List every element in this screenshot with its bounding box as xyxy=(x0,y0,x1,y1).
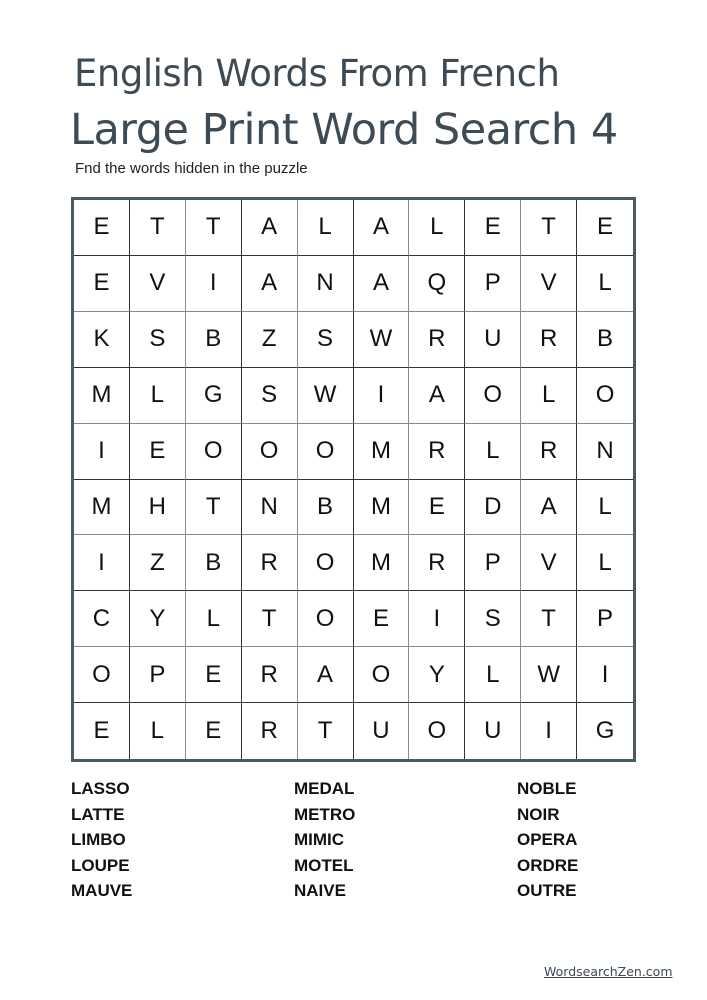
grid-cell[interactable]: L xyxy=(577,480,633,536)
word-list xyxy=(71,776,671,904)
grid-cell[interactable]: T xyxy=(186,480,242,536)
grid-cell[interactable]: D xyxy=(465,480,521,536)
grid-cell[interactable]: W xyxy=(521,647,577,703)
grid-cell[interactable]: L xyxy=(465,647,521,703)
grid-cell[interactable]: T xyxy=(521,200,577,256)
grid-cell[interactable]: E xyxy=(409,480,465,536)
grid-cell[interactable]: S xyxy=(130,312,186,368)
word-list-item: LASSO xyxy=(71,779,130,798)
grid-cell[interactable]: O xyxy=(186,424,242,480)
grid-cell[interactable]: A xyxy=(298,647,354,703)
instructions: Fnd the words hidden in the puzzle xyxy=(75,160,308,177)
grid-cell[interactable]: I xyxy=(74,535,130,591)
grid-cell[interactable]: L xyxy=(130,703,186,759)
grid-cell[interactable]: G xyxy=(595,717,615,745)
grid-cell[interactable]: I xyxy=(354,368,410,424)
grid-cell[interactable]: H xyxy=(130,480,186,536)
word-list-item: MAUVE xyxy=(71,881,133,900)
puzzle-theme-title: English Words From French xyxy=(74,52,560,95)
grid-cell[interactable]: L xyxy=(409,200,465,256)
word-list-item: LATTE xyxy=(71,804,125,824)
grid-cell[interactable]: L xyxy=(186,591,242,647)
grid-cell[interactable]: B xyxy=(298,480,354,536)
grid-cell[interactable]: I xyxy=(521,703,577,759)
grid-cell[interactable]: W xyxy=(298,368,354,424)
grid-cell[interactable]: M xyxy=(354,424,410,480)
grid-cell[interactable]: A xyxy=(409,368,465,424)
grid-cell[interactable]: M xyxy=(74,480,130,536)
grid-cell[interactable]: S xyxy=(298,312,354,368)
grid-cell[interactable]: U xyxy=(354,703,410,759)
grid-cell[interactable]: T xyxy=(186,200,242,256)
word-list-item: ORDRE xyxy=(517,855,579,875)
grid-cell[interactable]: R xyxy=(242,647,298,703)
grid-cell[interactable]: E xyxy=(186,703,242,759)
grid-cell[interactable]: T xyxy=(242,591,298,647)
grid-cell[interactable]: R xyxy=(521,424,577,480)
grid-cell[interactable]: L xyxy=(577,256,633,312)
grid-cell[interactable]: E xyxy=(354,591,410,647)
grid-cell[interactable]: L xyxy=(577,535,633,591)
grid-cell[interactable]: O xyxy=(74,647,130,703)
grid-cell[interactable]: Q xyxy=(409,256,465,312)
grid-cell[interactable]: P xyxy=(465,256,521,312)
grid-cell[interactable]: N xyxy=(577,424,633,480)
grid-cell[interactable]: R xyxy=(409,535,465,591)
grid-cell[interactable]: R xyxy=(242,703,298,759)
puzzle-title: Large Print Word Search 4 xyxy=(70,105,618,155)
grid-cell[interactable]: I xyxy=(409,591,465,647)
grid-cell[interactable]: I xyxy=(186,256,242,312)
grid-cell[interactable]: O xyxy=(409,703,465,759)
word-list-item: NOBLE xyxy=(517,779,577,798)
grid-cell[interactable]: C xyxy=(74,591,130,647)
grid-cell[interactable]: N xyxy=(298,256,354,312)
grid-cell[interactable]: K xyxy=(74,312,130,368)
grid-cell[interactable]: U xyxy=(465,312,521,368)
grid-cell[interactable]: O xyxy=(577,368,633,424)
grid-cell[interactable]: N xyxy=(242,480,298,536)
word-list-item: LOUPE xyxy=(71,855,130,875)
grid-cell[interactable]: Y xyxy=(409,647,465,703)
grid-cell[interactable]: R xyxy=(521,312,577,368)
grid-cell[interactable]: E xyxy=(465,200,521,256)
grid-cell[interactable]: T xyxy=(130,200,186,256)
grid-cell[interactable]: M xyxy=(354,535,410,591)
grid-cell[interactable]: P xyxy=(577,591,633,647)
grid-cell[interactable]: L xyxy=(130,368,186,424)
grid-cell[interactable]: M xyxy=(354,480,410,536)
word-list-item: LIMBO xyxy=(71,830,126,849)
word-search-grid xyxy=(71,197,636,762)
grid-cell[interactable]: T xyxy=(298,703,354,759)
word-list-item: OPERA xyxy=(517,830,578,849)
grid-cell[interactable]: Z xyxy=(242,312,298,368)
word-list-column xyxy=(517,776,667,904)
grid-cell[interactable]: I xyxy=(577,647,633,703)
grid-cell[interactable]: A xyxy=(354,256,410,312)
grid-cell[interactable]: E xyxy=(577,200,633,256)
grid-cell[interactable]: L xyxy=(465,424,521,480)
grid-cell[interactable]: M xyxy=(74,368,130,424)
grid-cell[interactable]: E xyxy=(74,200,130,256)
word-list-item: MIMIC xyxy=(294,830,345,849)
grid-cell[interactable]: O xyxy=(298,535,354,591)
grid-cell[interactable]: B xyxy=(577,312,633,368)
word-list-column xyxy=(71,776,294,904)
word-list-item: METRO xyxy=(294,804,356,824)
grid-cell[interactable]: I xyxy=(74,424,130,480)
grid-cell[interactable]: E xyxy=(74,703,130,759)
grid-cell[interactable]: R xyxy=(409,312,465,368)
site-link[interactable]: WordsearchZen.com xyxy=(544,964,673,979)
grid-cell[interactable]: E xyxy=(74,256,130,312)
word-list-item: OUTRE xyxy=(517,881,577,900)
grid-cell[interactable]: V xyxy=(521,535,577,591)
grid-cell[interactable]: Y xyxy=(130,591,186,647)
grid-cell[interactable]: T xyxy=(521,591,577,647)
grid-cell[interactable]: A xyxy=(354,200,410,256)
grid-cell[interactable]: P xyxy=(465,535,521,591)
grid-cell[interactable]: L xyxy=(298,200,354,256)
grid-cell[interactable]: E xyxy=(186,647,242,703)
grid-cell[interactable]: O xyxy=(242,424,298,480)
grid-cell[interactable]: E xyxy=(130,424,186,480)
word-list-item: MEDAL xyxy=(294,779,355,798)
grid-cell[interactable]: O xyxy=(354,647,410,703)
grid-cell[interactable]: W xyxy=(354,312,410,368)
word-list-item: MOTEL xyxy=(294,855,354,875)
grid-cell[interactable]: B xyxy=(186,312,242,368)
grid-cell[interactable]: V xyxy=(521,256,577,312)
grid-cell[interactable]: Z xyxy=(130,535,186,591)
grid-cell[interactable]: A xyxy=(242,200,298,256)
grid-cell[interactable]: O xyxy=(298,424,354,480)
grid-cell[interactable]: A xyxy=(521,480,577,536)
grid-cell[interactable]: P xyxy=(130,647,186,703)
grid-cell[interactable]: G xyxy=(186,368,242,424)
word-list-item: NAIVE xyxy=(294,881,346,900)
grid-cell[interactable]: R xyxy=(409,424,465,480)
grid-cell[interactable]: O xyxy=(298,591,354,647)
grid-cell[interactable]: S xyxy=(465,591,521,647)
word-list-item: NOIR xyxy=(517,804,560,824)
grid-cell[interactable]: S xyxy=(242,368,298,424)
grid-cell[interactable]: R xyxy=(242,535,298,591)
word-list-column xyxy=(294,776,517,904)
grid-cell[interactable]: B xyxy=(186,535,242,591)
grid-cell[interactable]: L xyxy=(521,368,577,424)
grid-cell[interactable]: A xyxy=(242,256,298,312)
grid-cell[interactable]: O xyxy=(465,368,521,424)
grid-cell[interactable]: U xyxy=(465,703,521,759)
grid-cell[interactable]: V xyxy=(130,256,186,312)
